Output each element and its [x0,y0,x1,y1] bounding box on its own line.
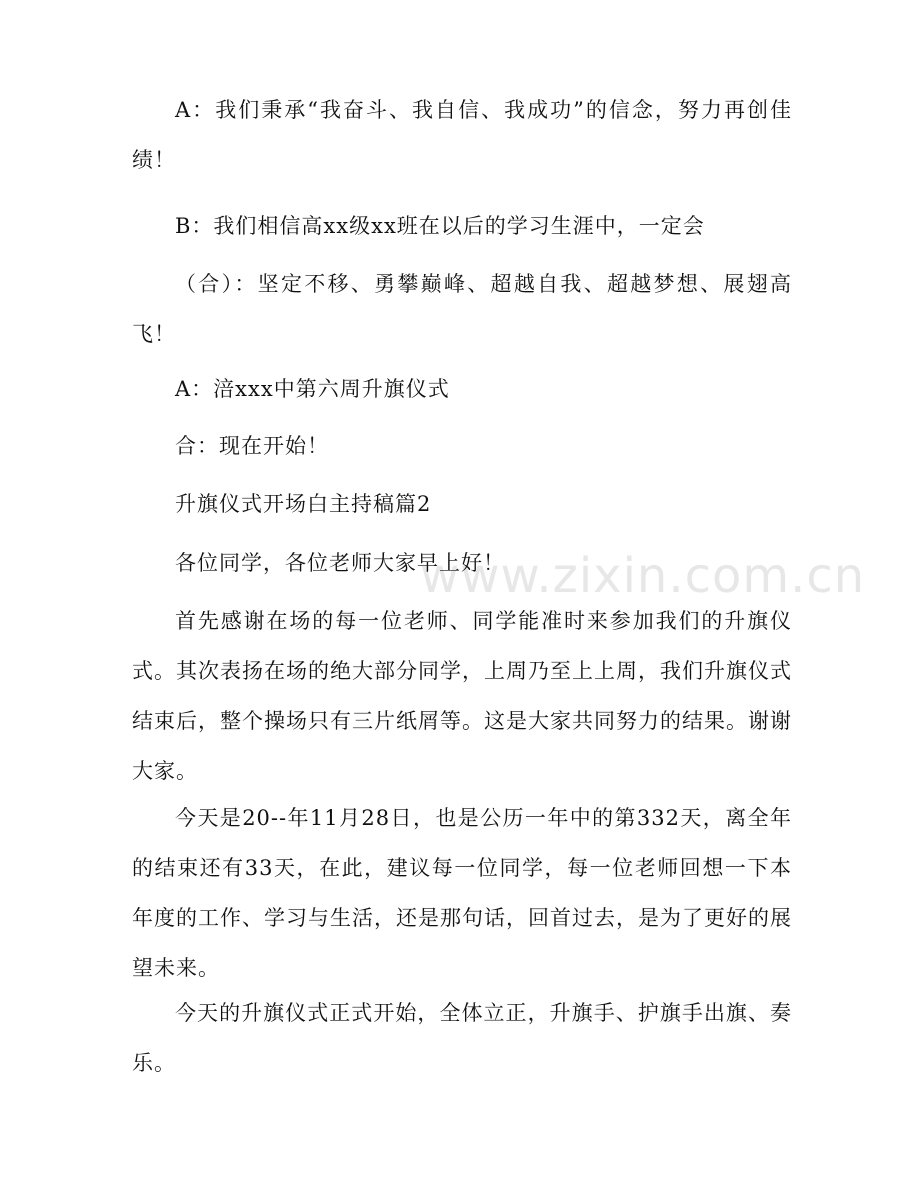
paragraph-together-start: 合：现在开始！ [175,434,329,458]
paragraph-ceremony-start: 今天的升旗仪式正式开始，全体立正，升旗手、护旗手出旗、奏乐。 [132,1001,792,1075]
paragraph-together-slogan: （合）：坚定不移、勇攀巅峰、超越自我、超越梦想、展翅高飞！ [132,272,792,346]
paragraph-a-ceremony: A：涪xxx中第六周升旗仪式 [175,377,450,401]
paragraph-date: 今天是20--年11月28日，也是公历一年中的第332天，离全年的结束还有33天，在此，建议每一位同学，每一位老师回想一下本年度的工作、学习与生活，还是那句话，回首过去，是为了更好的展望未来。 [132,806,792,980]
paragraph-b-believe: B：我们相信高xx级xx班在以后的学习生涯中，一定会 [175,214,705,238]
watermark: www.zixin.com.cn [420,548,866,604]
paragraph-greeting: 各位同学，各位老师大家早上好！ [175,551,505,575]
section-heading: 升旗仪式开场白主持稿篇2 [175,492,432,516]
paragraph-a-belief: A：我们秉承“我奋斗、我自信、我成功”的信念，努力再创佳绩！ [132,98,792,172]
paragraph-thanks: 首先感谢在场的每一位老师、同学能准时来参加我们的升旗仪式。其次表扬在场的绝大部分同学，上周乃至上上周，我们升旗仪式结束后，整个操场只有三片纸屑等。这是大家共同努力的结果。谢谢大家。 [132,609,792,783]
